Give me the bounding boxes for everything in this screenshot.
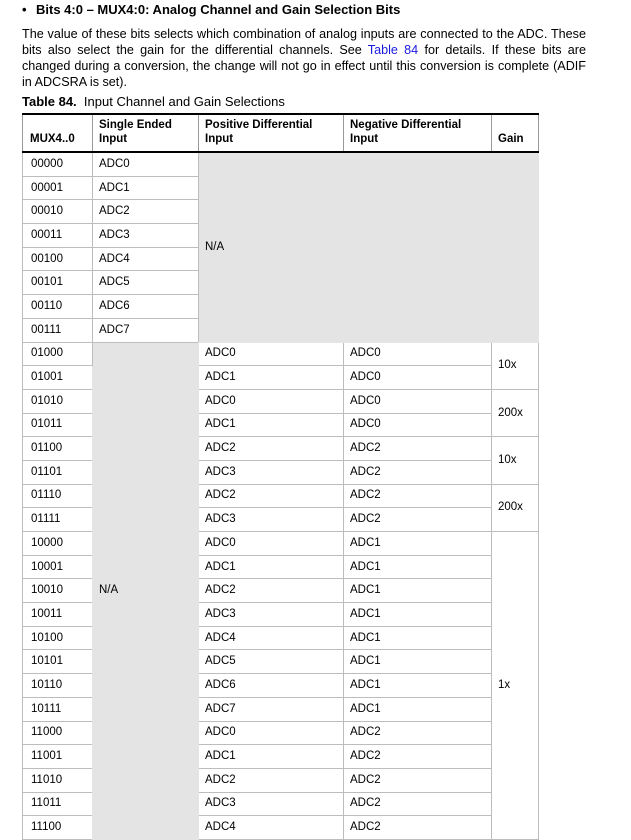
header-mux: MUX4..0 xyxy=(23,114,93,152)
positive-differential-input: ADC1 xyxy=(199,413,344,437)
positive-differential-input: ADC1 xyxy=(199,555,344,579)
positive-differential-input: ADC7 xyxy=(199,697,344,721)
na-single-ended-cell: N/A xyxy=(93,342,199,839)
table-caption xyxy=(22,94,285,109)
single-ended-input: ADC5 xyxy=(93,271,199,295)
mux-code: 01110 xyxy=(23,484,93,508)
negative-differential-input: ADC1 xyxy=(344,650,492,674)
single-ended-input: ADC3 xyxy=(93,224,199,248)
mux-code: 10110 xyxy=(23,674,93,698)
negative-differential-input: ADC1 xyxy=(344,532,492,556)
single-ended-input: ADC6 xyxy=(93,295,199,319)
mux-code: 00101 xyxy=(23,271,93,295)
mux-code: 01111 xyxy=(23,508,93,532)
mux-code: 11000 xyxy=(23,721,93,745)
caption-label: Table 84. xyxy=(22,94,77,109)
mux-code: 00001 xyxy=(23,176,93,200)
section-heading xyxy=(22,2,400,17)
negative-differential-input: ADC1 xyxy=(344,555,492,579)
gain-value: 200x xyxy=(492,389,539,436)
paragraph-part1: The value of these bits selects which combination of analog inputs are connected to the ADC. These bits also select the gain for the differential channels. See xyxy=(22,27,586,57)
mux-code: 10011 xyxy=(23,603,93,627)
mux-code: 01100 xyxy=(23,437,93,461)
paragraph-part2: for details. If these bits are changed during a conversion, the change will not go in effect until this conversion is complete (ADIF in ADCSRA is set). xyxy=(22,43,586,89)
single-ended-input: ADC7 xyxy=(93,318,199,342)
positive-differential-input: ADC6 xyxy=(199,674,344,698)
heading-text: Bits 4:0 – MUX4:0: Analog Channel and Gain Selection Bits xyxy=(36,2,401,17)
description-paragraph xyxy=(22,26,586,90)
gain-value: 10x xyxy=(492,342,539,389)
header-negative-differential: Negative Differential Input xyxy=(344,114,492,152)
positive-differential-input: ADC2 xyxy=(199,579,344,603)
positive-differential-input: ADC1 xyxy=(199,366,344,390)
mux-code: 01000 xyxy=(23,342,93,366)
negative-differential-input: ADC2 xyxy=(344,792,492,816)
single-ended-input: ADC4 xyxy=(93,247,199,271)
positive-differential-input: ADC0 xyxy=(199,342,344,366)
negative-differential-input: ADC0 xyxy=(344,413,492,437)
mux-code: 01001 xyxy=(23,366,93,390)
positive-differential-input: ADC5 xyxy=(199,650,344,674)
positive-differential-input: ADC2 xyxy=(199,768,344,792)
table-row xyxy=(23,152,539,176)
mux-code: 11100 xyxy=(23,816,93,840)
negative-differential-input: ADC2 xyxy=(344,484,492,508)
mux-code: 00110 xyxy=(23,295,93,319)
negative-differential-input: ADC1 xyxy=(344,579,492,603)
positive-differential-input: ADC0 xyxy=(199,532,344,556)
negative-differential-input: ADC1 xyxy=(344,603,492,627)
mux-code: 01101 xyxy=(23,460,93,484)
mux-code: 01011 xyxy=(23,413,93,437)
positive-differential-input: ADC4 xyxy=(199,626,344,650)
positive-differential-input: ADC4 xyxy=(199,816,344,840)
header-positive-differential: Positive Differential Input xyxy=(199,114,344,152)
positive-differential-input: ADC0 xyxy=(199,389,344,413)
positive-differential-input: ADC3 xyxy=(199,508,344,532)
positive-differential-input: ADC3 xyxy=(199,792,344,816)
negative-differential-input: ADC2 xyxy=(344,460,492,484)
single-ended-input: ADC2 xyxy=(93,200,199,224)
mux-code: 00100 xyxy=(23,247,93,271)
na-differential-cell: N/A xyxy=(199,152,539,342)
mux-code: 00000 xyxy=(23,152,93,176)
caption-title: Input Channel and Gain Selections xyxy=(83,94,285,109)
positive-differential-input: ADC2 xyxy=(199,484,344,508)
single-ended-input: ADC1 xyxy=(93,176,199,200)
negative-differential-input: ADC2 xyxy=(344,721,492,745)
positive-differential-input: ADC2 xyxy=(199,437,344,461)
header-single-ended: Single Ended Input xyxy=(93,114,199,152)
mux-code: 00111 xyxy=(23,318,93,342)
input-channel-gain-table xyxy=(22,113,539,840)
mux-code: 11011 xyxy=(23,792,93,816)
bullet: • xyxy=(22,2,27,17)
table-body xyxy=(23,152,539,839)
mux-code: 01010 xyxy=(23,389,93,413)
mux-code: 10111 xyxy=(23,697,93,721)
gain-value: 200x xyxy=(492,484,539,531)
single-ended-input: ADC0 xyxy=(93,152,199,176)
mux-code: 10101 xyxy=(23,650,93,674)
positive-differential-input: ADC3 xyxy=(199,460,344,484)
positive-differential-input: ADC0 xyxy=(199,721,344,745)
negative-differential-input: ADC2 xyxy=(344,745,492,769)
mux-code: 11001 xyxy=(23,745,93,769)
negative-differential-input: ADC0 xyxy=(344,342,492,366)
table-header-row xyxy=(23,114,539,152)
negative-differential-input: ADC2 xyxy=(344,816,492,840)
negative-differential-input: ADC0 xyxy=(344,389,492,413)
positive-differential-input: ADC1 xyxy=(199,745,344,769)
mux-code: 00010 xyxy=(23,200,93,224)
negative-differential-input: ADC1 xyxy=(344,674,492,698)
negative-differential-input: ADC0 xyxy=(344,366,492,390)
header-gain: Gain xyxy=(492,114,539,152)
table-84-link[interactable]: Table 84 xyxy=(367,43,419,57)
negative-differential-input: ADC2 xyxy=(344,437,492,461)
mux-code: 10010 xyxy=(23,579,93,603)
negative-differential-input: ADC1 xyxy=(344,626,492,650)
positive-differential-input: ADC3 xyxy=(199,603,344,627)
mux-code: 10000 xyxy=(23,532,93,556)
mux-code: 10100 xyxy=(23,626,93,650)
gain-value: 10x xyxy=(492,437,539,484)
negative-differential-input: ADC2 xyxy=(344,768,492,792)
table-row xyxy=(23,342,539,366)
mux-code: 11010 xyxy=(23,768,93,792)
negative-differential-input: ADC2 xyxy=(344,508,492,532)
negative-differential-input: ADC1 xyxy=(344,697,492,721)
mux-code: 10001 xyxy=(23,555,93,579)
mux-code: 00011 xyxy=(23,224,93,248)
gain-value: 1x xyxy=(492,532,539,840)
